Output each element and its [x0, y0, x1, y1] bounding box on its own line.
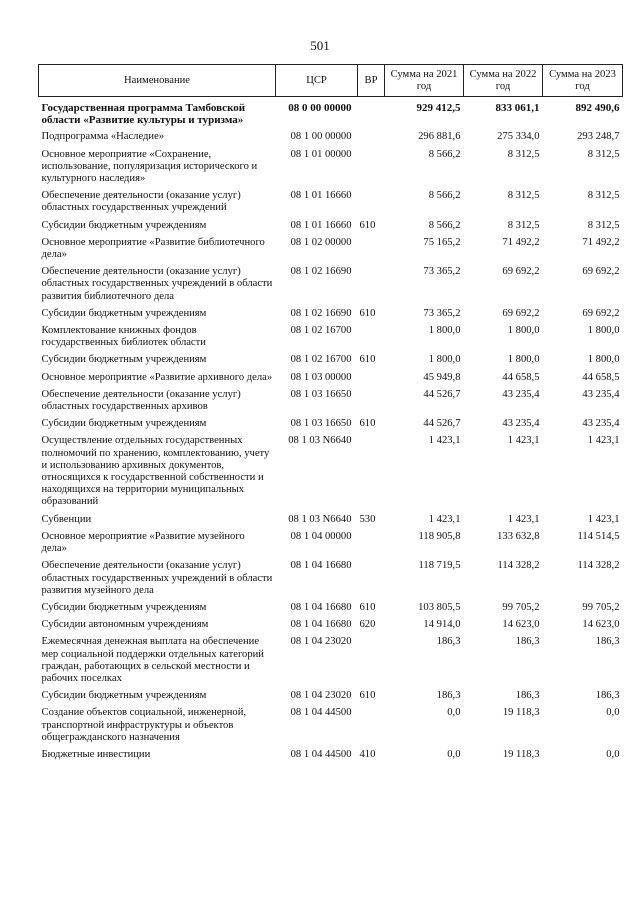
- table-row: [39, 148, 623, 190]
- table-row: [39, 559, 623, 601]
- cell-csr: 08 1 01 16660: [290, 190, 352, 202]
- table-row: [39, 307, 623, 324]
- cell-name: Создание объектов социальной, инженерной, транспортной инфраструктуры и объектов общегражданского назначения: [41, 707, 247, 743]
- table-row: [39, 530, 623, 559]
- cell-sum-2022: 1 423,1: [507, 435, 540, 447]
- cell-name: Обеспечение деятельности (оказание услуг) областных государственных учреждений в области развития библиотечного дела: [41, 266, 273, 302]
- cell-vr: 410: [359, 748, 376, 760]
- cell-csr: 08 1 04 23020: [290, 690, 352, 702]
- cell-csr: 08 1 04 23020: [290, 636, 352, 648]
- cell-name: Бюджетные инвестиции: [41, 748, 151, 760]
- cell-vr: [358, 148, 385, 190]
- cell-sum-2022: 133 632,8: [497, 530, 540, 542]
- cell-sum-2022: 186,3: [515, 636, 540, 648]
- header-sum-2023: Сумма на 2023 год: [543, 65, 623, 97]
- cell-sum-2022: 8 312,5: [507, 148, 540, 160]
- cell-csr: 08 1 01 16660: [290, 219, 352, 231]
- cell-sum-2023: 69 692,2: [582, 307, 620, 319]
- cell-sum-2022: 8 312,5: [507, 219, 540, 231]
- cell-vr: [358, 559, 385, 601]
- table-row: [39, 434, 623, 512]
- cell-vr: [358, 236, 385, 265]
- cell-sum-2021: 929 412,5: [416, 102, 461, 114]
- table-row: [39, 601, 623, 618]
- cell-sum-2022: 43 235,4: [502, 388, 540, 400]
- cell-vr: [358, 371, 385, 388]
- cell-sum-2022: 71 492,2: [502, 236, 540, 248]
- cell-name: Комплектование книжных фондов государственных библиотек области: [41, 325, 206, 349]
- cell-sum-2023: 293 248,7: [577, 131, 620, 143]
- cell-name: Основное мероприятие «Развитие архивного дела»: [41, 371, 273, 383]
- header-name: Наименование: [39, 65, 276, 97]
- cell-sum-2023: 114 328,2: [577, 560, 620, 572]
- cell-csr: 08 1 02 16700: [290, 325, 352, 337]
- cell-sum-2023: 14 623,0: [582, 619, 620, 631]
- cell-name: Субсидии автономным учреждениям: [41, 619, 209, 631]
- cell-sum-2021: 14 914,0: [423, 619, 461, 631]
- cell-csr: 08 1 04 16680: [290, 601, 352, 613]
- cell-name: Обеспечение деятельности (оказание услуг) областных государственных архивов: [41, 388, 241, 413]
- cell-vr: [358, 530, 385, 559]
- cell-sum-2022: 8 312,5: [507, 190, 540, 202]
- cell-vr: 610: [359, 601, 376, 613]
- cell-sum-2023: 71 492,2: [582, 236, 620, 248]
- cell-csr: 08 1 04 44500: [290, 707, 352, 719]
- cell-sum-2022: 186,3: [515, 690, 540, 702]
- cell-sum-2023: 186,3: [595, 690, 620, 702]
- cell-sum-2021: 8 566,2: [428, 148, 461, 160]
- cell-vr: [358, 388, 385, 417]
- cell-vr: [358, 189, 385, 218]
- header-csr: ЦСР: [276, 65, 358, 97]
- cell-vr: [358, 434, 385, 512]
- table-row: [39, 97, 623, 131]
- cell-sum-2022: 99 705,2: [502, 601, 540, 613]
- cell-name: Подпрограмма «Наследие»: [41, 131, 165, 143]
- cell-vr: [358, 97, 385, 131]
- cell-vr: [358, 706, 385, 748]
- cell-sum-2023: 8 312,5: [587, 148, 620, 160]
- cell-name: Осуществление отдельных государственных полномочий по хранению, комплектованию, учету и использованию архивных документов, относящихся к государственной собственности и находящихся на территории муниципальных образований: [41, 435, 270, 508]
- cell-csr: 08 1 04 16680: [290, 560, 352, 572]
- cell-vr: 530: [359, 513, 376, 525]
- table-row: [39, 689, 623, 706]
- cell-sum-2021: 118 719,5: [418, 560, 461, 572]
- cell-sum-2022: 1 423,1: [507, 513, 540, 525]
- cell-name: Субсидии бюджетным учреждениям: [41, 601, 207, 613]
- table-row: [39, 417, 623, 434]
- table-row: [39, 635, 623, 689]
- cell-sum-2021: 75 165,2: [423, 236, 461, 248]
- cell-name: Государственная программа Тамбовской области «Развитие культуры и туризма»: [41, 102, 246, 127]
- cell-sum-2021: 118 905,8: [418, 530, 461, 542]
- cell-sum-2023: 8 312,5: [587, 219, 620, 231]
- cell-sum-2023: 69 692,2: [582, 266, 620, 278]
- cell-sum-2022: 1 800,0: [507, 325, 540, 337]
- cell-sum-2022: 69 692,2: [502, 266, 540, 278]
- cell-sum-2021: 296 881,6: [418, 131, 461, 143]
- cell-csr: 08 0 00 00000: [288, 102, 352, 114]
- table-header: [39, 65, 623, 97]
- cell-sum-2021: 1 800,0: [428, 325, 461, 337]
- cell-sum-2022: 275 334,0: [497, 131, 540, 143]
- cell-name: Основное мероприятие «Сохранение, использование, популяризация исторического и культурного наследия»: [41, 148, 258, 185]
- header-sum-2022: Сумма на 2022 год: [464, 65, 543, 97]
- table-row: [39, 513, 623, 530]
- cell-csr: 08 1 04 00000: [290, 530, 352, 542]
- cell-csr: 08 1 04 16680: [290, 619, 352, 631]
- cell-sum-2021: 1 423,1: [428, 435, 461, 447]
- cell-sum-2021: 8 566,2: [428, 190, 461, 202]
- cell-sum-2023: 1 800,0: [587, 325, 620, 337]
- cell-vr: 610: [359, 219, 376, 231]
- cell-sum-2022: 114 328,2: [497, 560, 540, 572]
- table-row: [39, 748, 623, 765]
- cell-sum-2022: 44 658,5: [502, 371, 540, 383]
- cell-csr: 08 1 02 16690: [290, 307, 352, 319]
- cell-csr: 08 1 01 00000: [290, 148, 352, 160]
- cell-vr: 610: [359, 690, 376, 702]
- cell-name: Субсидии бюджетным учреждениям: [41, 418, 207, 430]
- cell-name: Основное мероприятие «Развитие музейного дела»: [41, 530, 245, 555]
- cell-sum-2021: 1 800,0: [428, 354, 461, 366]
- cell-vr: [358, 265, 385, 307]
- cell-name: Основное мероприятие «Развитие библиотечного дела»: [41, 236, 265, 261]
- cell-sum-2021: 0,0: [447, 707, 461, 719]
- table-row: [39, 706, 623, 748]
- cell-vr: 610: [359, 418, 376, 430]
- table-row: [39, 236, 623, 265]
- cell-sum-2023: 44 658,5: [582, 371, 620, 383]
- table-row: [39, 353, 623, 370]
- cell-sum-2021: 0,0: [447, 748, 461, 760]
- table-row: [39, 371, 623, 388]
- cell-sum-2021: 44 526,7: [423, 418, 461, 430]
- cell-sum-2021: 186,3: [436, 690, 461, 702]
- cell-sum-2021: 8 566,2: [428, 219, 461, 231]
- table-body: [39, 97, 623, 766]
- cell-csr: 08 1 02 00000: [290, 236, 352, 248]
- table-row: [39, 130, 623, 147]
- cell-name: Субсидии бюджетным учреждениям: [41, 354, 207, 366]
- cell-sum-2023: 8 312,5: [587, 190, 620, 202]
- cell-sum-2023: 99 705,2: [582, 601, 620, 613]
- cell-sum-2022: 14 623,0: [502, 619, 540, 631]
- cell-vr: [358, 635, 385, 689]
- header-vr: ВР: [358, 65, 385, 97]
- cell-sum-2021: 73 365,2: [423, 266, 461, 278]
- cell-sum-2023: 0,0: [606, 707, 620, 719]
- cell-csr: 08 1 02 16700: [290, 354, 352, 366]
- cell-name: Субсидии бюджетным учреждениям: [41, 690, 207, 702]
- cell-csr: 08 1 04 44500: [290, 748, 352, 760]
- cell-vr: [358, 324, 385, 353]
- cell-csr: 08 1 00 00000: [290, 131, 352, 143]
- cell-csr: 08 1 03 16650: [290, 388, 352, 400]
- budget-table: [38, 64, 623, 765]
- cell-name: Субсидии бюджетным учреждениям: [41, 307, 207, 319]
- cell-sum-2023: 114 514,5: [577, 530, 620, 542]
- table-row: [39, 265, 623, 307]
- cell-csr: 08 1 03 N6640: [288, 513, 352, 525]
- cell-csr: 08 1 02 16690: [290, 266, 352, 278]
- cell-name: Обеспечение деятельности (оказание услуг) областных государственных учреждений в области развития музейного дела: [41, 560, 273, 596]
- cell-sum-2021: 1 423,1: [428, 513, 461, 525]
- table-row: [39, 189, 623, 218]
- cell-sum-2022: 833 061,1: [495, 102, 540, 114]
- table-row: [39, 324, 623, 353]
- cell-sum-2023: 892 490,6: [575, 102, 620, 114]
- cell-vr: 610: [359, 354, 376, 366]
- cell-name: Субвенции: [41, 513, 92, 525]
- cell-sum-2021: 44 526,7: [423, 388, 461, 400]
- cell-sum-2021: 45 949,8: [423, 371, 461, 383]
- cell-csr: 08 1 03 00000: [290, 371, 352, 383]
- cell-name: Обеспечение деятельности (оказание услуг) областных государственных учреждений: [41, 190, 241, 214]
- cell-csr: 08 1 03 N6640: [288, 435, 352, 447]
- cell-sum-2023: 1 800,0: [587, 354, 620, 366]
- cell-csr: 08 1 03 16650: [290, 418, 352, 430]
- header-sum-2021: Сумма на 2021 год: [385, 65, 464, 97]
- cell-sum-2021: 73 365,2: [423, 307, 461, 319]
- cell-sum-2021: 186,3: [436, 636, 461, 648]
- cell-name: Ежемесячная денежная выплата на обеспечение мер социальной поддержки отдельных категорий граждан, работающих в сельской местности и рабочих поселках: [41, 636, 264, 684]
- page-number: 501: [310, 38, 330, 53]
- table-row: [39, 618, 623, 635]
- table-row: [39, 219, 623, 236]
- table-row: [39, 388, 623, 417]
- cell-sum-2023: 1 423,1: [587, 513, 620, 525]
- cell-vr: 620: [359, 619, 376, 631]
- cell-sum-2022: 1 800,0: [507, 354, 540, 366]
- cell-sum-2022: 43 235,4: [502, 418, 540, 430]
- cell-name: Субсидии бюджетным учреждениям: [41, 219, 207, 231]
- cell-sum-2022: 19 118,3: [502, 707, 540, 719]
- cell-sum-2021: 103 805,5: [418, 601, 461, 613]
- cell-vr: [358, 130, 385, 147]
- cell-sum-2023: 0,0: [606, 748, 620, 760]
- cell-sum-2022: 69 692,2: [502, 307, 540, 319]
- cell-sum-2023: 186,3: [595, 636, 620, 648]
- cell-sum-2022: 19 118,3: [502, 748, 540, 760]
- cell-vr: 610: [359, 307, 376, 319]
- cell-sum-2023: 1 423,1: [587, 435, 620, 447]
- cell-sum-2023: 43 235,4: [582, 388, 620, 400]
- cell-sum-2023: 43 235,4: [582, 418, 620, 430]
